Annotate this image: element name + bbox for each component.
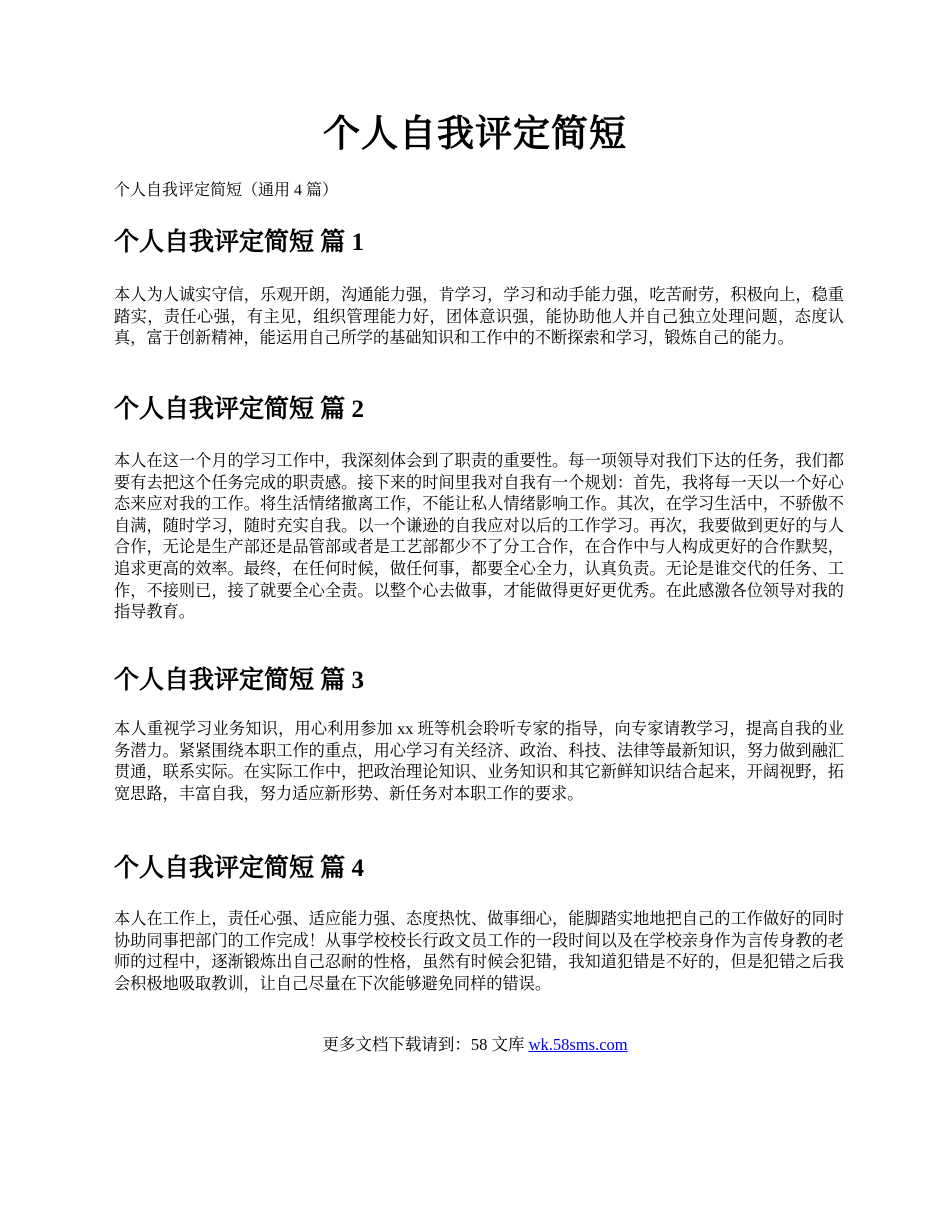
document-subtitle: 个人自我评定简短（通用 4 篇） — [114, 182, 339, 199]
download-footer — [114, 1034, 836, 1056]
section-2-heading: 个人自我评定简短 篇 2 — [114, 396, 365, 423]
footer-text: 更多文档下载请到：58 文库 — [322, 1035, 529, 1054]
section-2-body: 本人在这一个月的学习工作中，我深刻体会到了职责的重要性。每一项领导对我们下达的任务，我们都要有去把这个任务完成的职责感。接下来的时间里我对自我有一个规划：首先，我将每一天以一个好心态来应对我的工作。将生活情绪撤离工作，不能让私人情绪影响工作。其次，在学习生活中，不骄傲不自满，随时学习，随时充实自我。以一个谦逊的自我应对以后的工作学习。再次，我要做到更好的与人合作，无论是生产部还是品管部或者是工艺部都少不了分工合作，在合作中与人构成更好的合作默契，追求更高的效率。最终，在任何时候，做任何事，都要全心全力，认真负责。无论是谁交代的任务、工作，不接则已，接了就要全心全责。以整个心去做事，才能做得更好更优秀。在此感激各位领导对我的指导教育。 — [114, 452, 844, 622]
document-title: 个人自我评定简短 — [323, 114, 627, 155]
footer-link[interactable]: wk.58sms.com — [528, 1035, 628, 1054]
section-4-heading: 个人自我评定简短 篇 4 — [114, 855, 365, 882]
section-3-body: 本人重视学习业务知识，用心利用参加 xx 班等机会聆听专家的指导，向专家请教学习，提高自我的业务潜力。紧紧围绕本职工作的重点，用心学习有关经济、政治、科技、法律等最新知识，努力做到融汇贯通，联系实际。在实际工作中，把政治理论知识、业务知识和其它新鲜知识结合起来，开阔视野，拓宽思路，丰富自我，努力适应新形势、新任务对本职工作的要求。 — [114, 720, 844, 803]
section-4-body: 本人在工作上，责任心强、适应能力强、态度热忱、做事细心，能脚踏实地地把自己的工作做好的同时协助同事把部门的工作完成！从事学校校长行政文员工作的一段时间以及在学校亲身作为言传身教的老师的过程中，逐渐锻炼出自己忍耐的性格，虽然有时候会犯错，我知道犯错是不好的，但是犯错之后我会积极地吸取教训，让自己尽量在下次能够避免同样的错误。 — [114, 910, 844, 993]
section-3-heading: 个人自我评定简短 篇 3 — [114, 667, 365, 694]
section-1-heading: 个人自我评定简短 篇 1 — [114, 229, 365, 256]
section-1-body: 本人为人诚实守信，乐观开朗，沟通能力强，肯学习，学习和动手能力强，吃苦耐劳，积极向上，稳重踏实，责任心强，有主见，组织管理能力好，团体意识强，能协助他人并自己独立处理问题，态度认真，富于创新精神，能运用自己所学的基础知识和工作中的不断探索和学习，锻炼自己的能力。 — [114, 286, 844, 348]
